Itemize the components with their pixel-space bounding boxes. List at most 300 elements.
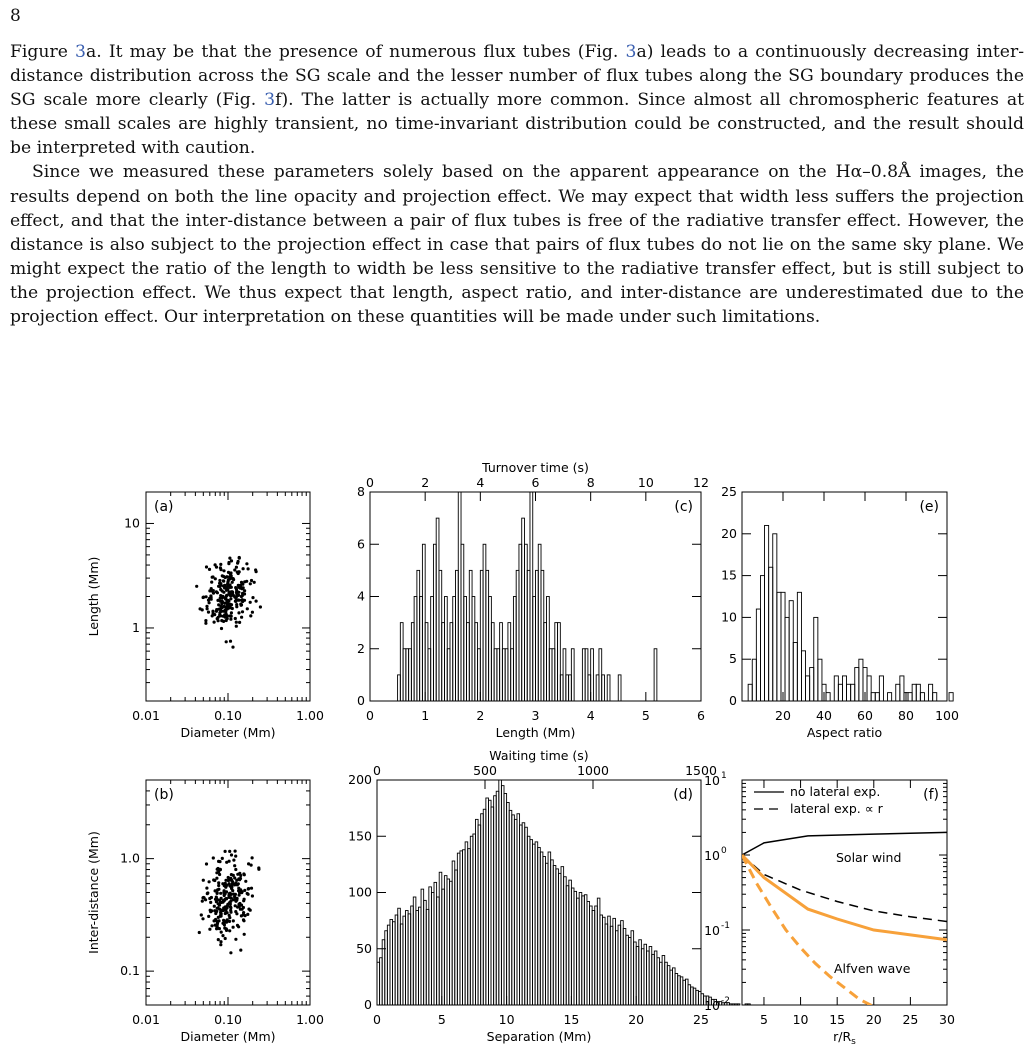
data-point [226,603,229,606]
data-point [237,877,240,880]
histogram-bar [543,857,546,1006]
histogram-bar [769,567,773,701]
data-point [219,600,222,603]
data-point [225,897,228,900]
data-point [222,575,225,578]
x-tick-label: 3 [531,708,540,723]
data-point [229,911,232,914]
data-point [228,591,231,594]
x-tick-label: 0.01 [132,1012,160,1027]
data-point [223,893,226,896]
data-point [208,597,211,600]
top-tick-label: 12 [693,475,709,490]
data-point [236,562,239,565]
data-point [215,927,218,930]
data-point [227,592,230,595]
data-point [245,580,248,583]
data-point [218,899,221,902]
data-point [238,891,241,894]
data-point [223,609,226,612]
histogram-bar [502,649,505,701]
data-point [206,891,209,894]
data-point [217,608,220,611]
data-point [221,909,224,912]
histogram-bar [447,649,450,701]
data-point [202,596,205,599]
histogram-bar [693,988,696,1005]
data-point [240,604,243,607]
data-point [230,897,233,900]
x-tick-label: 30 [939,1012,955,1027]
y-tick-label: 10 [704,998,720,1013]
data-point [228,916,231,919]
data-point [240,616,243,619]
data-point [218,613,221,616]
histogram-bar [481,814,484,1005]
data-point [229,892,232,895]
data-point [237,882,240,885]
y-tick-label: 10 [721,609,737,625]
histogram-bar [678,976,681,1005]
data-point [240,581,243,584]
data-point [230,885,233,888]
histogram-bar [737,1004,740,1005]
data-point [220,606,223,609]
histogram-bar [439,570,442,701]
data-point [235,593,238,596]
histogram-bar [631,931,634,1005]
data-point [222,584,225,587]
histogram-bar [460,851,463,1005]
data-point [241,908,244,911]
histogram-bar [908,693,912,701]
data-point [228,576,231,579]
data-point [216,591,219,594]
plot-frame-e [742,492,947,701]
data-point [216,891,219,894]
histogram-bar [558,873,561,1005]
data-point [226,905,229,908]
data-point [217,870,220,873]
histogram-bar [773,534,777,701]
histogram-bar [732,1004,735,1005]
data-point [222,891,225,894]
data-point [226,601,229,604]
data-point [229,571,232,574]
data-point [225,606,228,609]
data-point [226,911,229,914]
data-point [241,594,244,597]
histogram-bar [933,693,937,701]
histogram-bar [801,651,805,701]
data-point [224,586,227,589]
histogram-bar [654,649,657,701]
data-point [226,607,229,610]
data-point [204,622,207,625]
histogram-bar [507,803,510,1006]
histogram-bar [431,597,434,702]
data-point [246,892,249,895]
histogram-bar [871,693,875,701]
histogram-bar [442,623,445,701]
histogram-bar [623,929,626,1006]
data-point [220,914,223,917]
histogram-bar [513,597,516,702]
histogram-bar [704,996,707,1005]
data-point [224,879,227,882]
data-point [217,585,220,588]
histogram-bar [436,518,439,701]
data-point [223,890,226,893]
data-point [223,923,226,926]
histogram-bar [735,1004,738,1005]
top-tick-label: 0 [373,763,381,778]
data-point [219,868,222,871]
histogram-bar [553,866,556,1006]
histogram-bar [566,886,569,1005]
histogram-bar [500,623,503,701]
data-point [213,905,216,908]
data-point [211,575,214,578]
histogram-bar [475,623,478,701]
histogram-bar [385,931,388,1005]
x-axis-label: Diameter (Mm) [180,725,276,740]
data-point [205,595,208,598]
histogram-bar [545,863,548,1005]
histogram-bar [468,849,471,1005]
data-point [235,591,238,594]
x-axis-label: Aspect ratio [806,725,883,740]
x-tick-label: 0.10 [214,708,242,723]
data-point [224,937,227,940]
data-point [230,853,233,856]
data-point [215,920,218,923]
histogram-bar [560,675,563,701]
data-point [251,611,254,614]
histogram-bar [599,649,602,701]
data-point [241,600,244,603]
data-point [226,588,229,591]
data-point [227,902,230,905]
histogram-bar [409,649,412,701]
data-point [217,884,220,887]
data-point [234,893,237,896]
histogram-bar [582,896,585,1005]
histogram-bar [626,935,629,1005]
data-point [226,599,229,602]
x-tick-label: 15 [829,1012,846,1027]
data-point [216,906,219,909]
histogram-bar [600,915,603,1005]
data-point [229,618,232,621]
data-point [228,914,231,917]
data-point [228,882,231,885]
data-point [223,927,226,930]
histogram-bar [685,979,688,1005]
data-point [243,599,246,602]
histogram-bar [851,684,855,701]
annotation-alfven-wave: Alfven wave [834,961,911,976]
data-point [227,578,230,581]
panel-label: (b) [154,787,174,803]
histogram-bar [400,623,403,701]
x-tick-label: 20 [628,1012,645,1027]
data-point [201,900,204,903]
panel-label: (f) [923,787,939,803]
data-point [229,572,232,575]
data-point [210,581,213,584]
data-point [226,599,229,602]
y-tick-label: 0 [364,997,372,1012]
histogram-bar [863,668,867,701]
data-point [215,610,218,613]
data-point [222,922,225,925]
data-point [229,597,232,600]
histogram-bar [433,544,436,701]
data-point [238,621,241,624]
data-point [214,924,217,927]
histogram-bar [453,597,456,702]
data-point [229,594,232,597]
histogram-bar [636,947,639,1006]
data-point [229,603,232,606]
data-point [204,619,207,622]
y-tick-label: 8 [357,484,365,499]
y-tick-label: 2 [357,640,365,656]
x-tick-label: 20 [775,708,791,723]
data-point [235,603,238,606]
histogram-bar [548,852,551,1005]
data-point [242,918,245,921]
data-point [204,898,207,901]
data-point [222,569,225,572]
data-point [219,915,222,918]
plot-frame-d [377,780,701,1005]
data-point [217,616,220,619]
x-tick-label: 5 [759,1012,768,1027]
data-point [219,943,222,946]
data-point [214,563,217,566]
data-point [225,897,228,900]
histogram-bar [377,962,380,1005]
data-point [249,582,252,585]
histogram-bar [382,940,385,1005]
data-point [208,589,211,592]
data-point [241,598,244,601]
data-point [236,897,239,900]
y-tick-exponent: 0 [721,846,727,856]
histogram-bar [577,898,580,1005]
histogram-bar [525,827,528,1005]
data-point [235,605,238,608]
data-point [243,592,246,595]
data-point [242,899,245,902]
y-tick-label: 1 [132,619,140,635]
histogram-bar [610,926,613,1005]
data-point [228,605,231,608]
y-tick-label: 10 [704,848,720,863]
histogram-bar [434,882,437,1005]
x-axis-label: Diameter (Mm) [180,1029,276,1044]
histogram-bar [431,893,434,1006]
histogram-bar [665,962,668,1005]
histogram-bar [574,891,577,1005]
data-point [229,614,232,617]
data-point [232,919,235,922]
data-point [227,571,230,574]
histogram-bar [549,649,552,701]
histogram-bar [522,823,525,1005]
x-tick-label: 10 [792,1012,809,1027]
histogram-bar [765,525,769,701]
data-point [219,594,222,597]
data-point [229,577,232,580]
data-point [221,595,224,598]
x-tick-label: 100 [935,708,959,723]
data-point [243,889,246,892]
histogram-bar [605,924,608,1005]
histogram-bar [426,909,429,1005]
data-point [231,594,234,597]
data-point [227,894,230,897]
data-point [220,931,223,934]
histogram-bar [538,544,541,701]
data-point [251,894,254,897]
data-point [242,911,245,914]
data-point [240,891,243,894]
data-point [237,598,240,601]
histogram-bar [425,623,428,701]
histogram-bar [509,810,512,1005]
data-point [242,872,245,875]
histogram-bar [478,649,481,701]
data-point [223,884,226,887]
data-point [257,868,260,871]
histogram-bar [698,992,701,1006]
data-point [233,876,236,879]
data-point [224,608,227,611]
legend-label: no lateral exp. [790,784,881,799]
histogram-bar [896,684,900,701]
data-point [237,570,240,573]
x-tick-label: 0.01 [132,708,160,723]
data-point [213,879,216,882]
histogram-bar [582,649,585,701]
data-point [227,607,230,610]
histogram-bar [888,693,892,701]
histogram-bar [730,1004,733,1005]
data-point [213,909,216,912]
data-point [202,596,205,599]
histogram-bar [900,676,904,701]
data-point [226,903,229,906]
histogram-bar [597,898,600,1005]
histogram-bar [912,684,916,701]
data-point [226,601,229,604]
data-point [257,866,260,869]
data-point [225,575,228,578]
histogram-bar [524,544,527,701]
data-point [227,876,230,879]
data-point [243,933,246,936]
histogram-bar [393,922,396,1005]
histogram-bar [706,996,709,1005]
histogram-bar [457,853,460,1005]
data-point [229,885,232,888]
data-point [218,927,221,930]
histogram-bar [424,900,427,1005]
data-point [228,557,231,560]
data-point [235,897,238,900]
histogram-bar [724,1003,727,1005]
histogram-bar [621,921,624,1005]
data-point [236,590,239,593]
histogram-bar [544,623,547,701]
data-point [227,562,230,565]
histogram-bar [461,544,464,701]
histogram-bar [467,623,470,701]
x-tick-label: 0 [366,708,374,723]
y-tick-label: 200 [348,772,372,787]
x-tick-label: 0 [373,1012,381,1027]
data-point [206,892,209,895]
figure-reference-link[interactable]: 3 [264,90,276,111]
histogram-bar [641,949,644,1005]
data-point [243,589,246,592]
data-point [243,898,246,901]
data-point [240,599,243,602]
histogram-bar [480,570,483,701]
data-point [236,594,239,597]
data-point [238,904,241,907]
histogram-bar [541,570,544,701]
data-point [225,640,228,643]
data-point [230,886,233,889]
histogram-bar [442,889,445,1005]
data-point [229,606,232,609]
data-point [231,880,234,883]
histogram-bar [590,906,593,1005]
data-point [239,949,242,952]
data-point [249,614,252,617]
histogram-bar [463,850,466,1005]
data-point [222,909,225,912]
top-tick-label: 2 [421,475,430,490]
data-point [216,892,219,895]
data-point [232,577,235,580]
data-point [246,913,249,916]
histogram-bar [552,649,555,701]
histogram-bar [520,825,523,1005]
data-point [225,595,228,598]
data-point [247,908,250,911]
data-point [210,909,213,912]
data-point [227,879,230,882]
data-point [222,580,225,583]
histogram-bar [838,684,842,701]
histogram-bar [670,970,673,1005]
figure-reference-link[interactable]: 3 [625,42,637,62]
data-point [259,605,262,608]
histogram-bar [748,1004,751,1005]
histogram-bar [411,623,414,701]
data-point [222,899,225,902]
histogram-bar [639,940,642,1005]
figure-reference-link[interactable]: 3 [75,42,86,62]
y-tick-label: 6 [357,536,365,552]
x-tick-label: 40 [816,708,832,723]
plot-frame-f [742,780,947,1005]
